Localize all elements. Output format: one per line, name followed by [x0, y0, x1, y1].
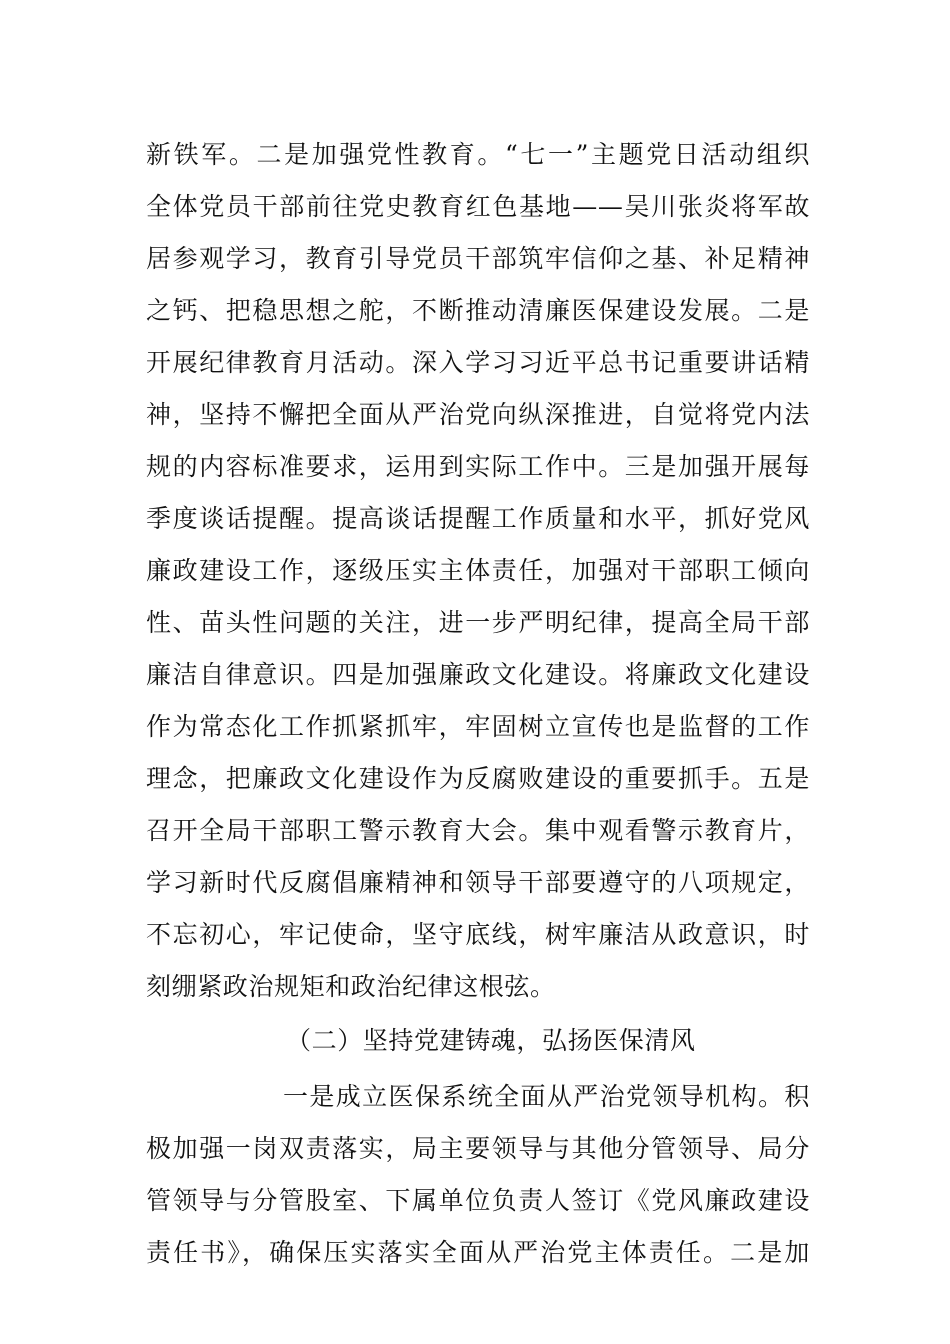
paragraph-line: 廉洁自律意识。四是加强廉政文化建设。将廉政文化建设 [146, 660, 810, 689]
paragraph-line: 之钙、把稳思想之舵，不断推动清廉医保建设发展。二是 [146, 296, 810, 325]
paragraph-line: 理念，把廉政文化建设作为反腐败建设的重要抓手。五是 [146, 764, 810, 793]
paragraph-line: 季度谈话提醒。提高谈话提醒工作质量和水平，抓好党风 [146, 504, 810, 533]
paragraph-line: 开展纪律教育月活动。深入学习习近平总书记重要讲话精 [146, 348, 810, 377]
paragraph-first-line: 一是成立医保系统全面从严治党领导机构。积 [283, 1082, 810, 1111]
paragraph-line: 廉政建设工作，逐级压实主体责任，加强对干部职工倾向 [146, 556, 810, 585]
paragraph-line: 规的内容标准要求，运用到实际工作中。三是加强开展每 [146, 452, 810, 481]
paragraph-line: 全体党员干部前往党史教育红色基地——吴川张炎将军故 [146, 192, 810, 221]
paragraph-line: 不忘初心，牢记使命，坚守底线，树牢廉洁从政意识，时 [146, 920, 810, 949]
paragraph-line: 作为常态化工作抓紧抓牢，牢固树立宣传也是监督的工作 [146, 712, 810, 741]
paragraph-line: 神，坚持不懈把全面从严治党向纵深推进，自觉将党内法 [146, 400, 810, 429]
paragraph-line: 极加强一岗双责落实，局主要领导与其他分管领导、局分 [146, 1134, 810, 1163]
paragraph-line: 召开全局干部职工警示教育大会。集中观看警示教育片， [146, 816, 810, 845]
section-heading: （二）坚持党建铸魂，弘扬医保清风 [286, 1026, 696, 1055]
paragraph-line: 性、苗头性问题的关注，进一步严明纪律，提高全局干部 [146, 608, 810, 637]
paragraph-line: 新铁军。二是加强党性教育。“七一”主题党日活动组织 [146, 140, 810, 169]
paragraph-line: 责任书》，确保压实落实全面从严治党主体责任。二是加 [146, 1238, 810, 1267]
paragraph-line: 居参观学习，教育引导党员干部筑牢信仰之基、补足精神 [146, 244, 810, 273]
paragraph-line: 学习新时代反腐倡廉精神和领导干部要遵守的八项规定， [146, 868, 810, 897]
paragraph-line: 管领导与分管股室、下属单位负责人签订《党风廉政建设 [146, 1186, 810, 1215]
paragraph-line: 刻绷紧政治规矩和政治纪律这根弦。 [146, 972, 556, 1001]
